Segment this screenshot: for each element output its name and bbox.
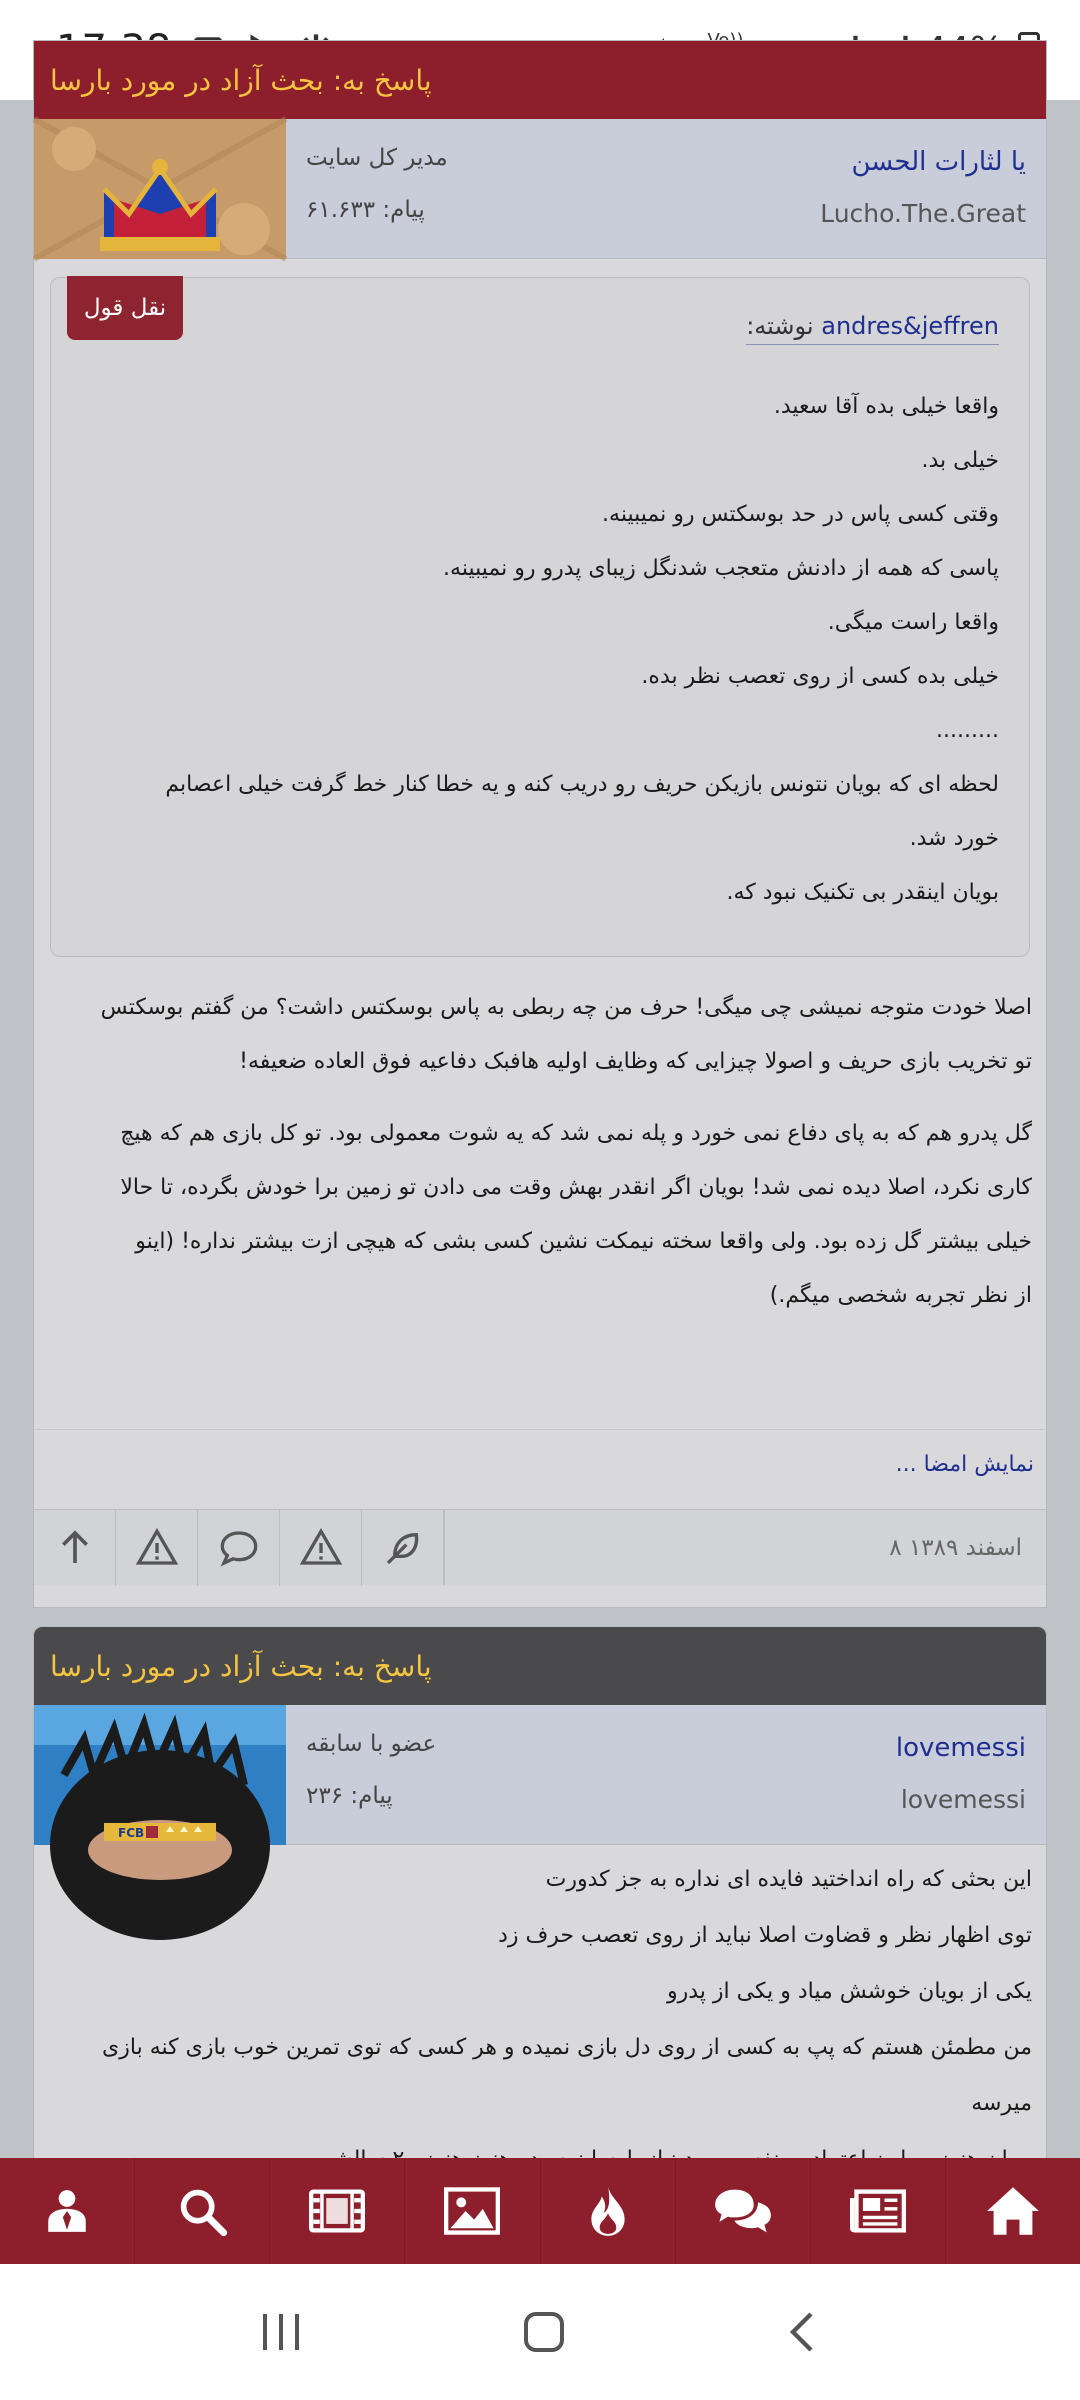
feather-icon — [383, 1528, 423, 1568]
post-date: ۸ اسفند ۱۳۸۹ — [444, 1510, 1046, 1585]
nav-home[interactable] — [946, 2158, 1080, 2264]
scroll-top-button[interactable] — [34, 1510, 116, 1586]
nav-hot[interactable] — [541, 2158, 676, 2264]
post-body-line: این بحثی که راه انداختید فایده ای نداره به جز کدورت — [545, 1867, 1032, 1892]
back-icon[interactable] — [783, 2308, 823, 2356]
quote-line: خیلی بده کسی از روی تعصب نظر بده. — [641, 664, 999, 689]
user-bar — [34, 1705, 1046, 1845]
post-body-line: اصلا خودت متوجه نمیشی چی میگی! حرف من چه ربطی به پاس بوسکتس داشت؟ من گفتم بوسکتس — [100, 995, 1032, 1020]
nav-gallery[interactable] — [405, 2158, 540, 2264]
arrow-up-icon — [55, 1528, 95, 1568]
home-icon — [985, 2185, 1041, 2237]
show-signature-link[interactable]: نمایش امضا ... — [895, 1452, 1034, 1477]
nav-profile[interactable] — [0, 2158, 135, 2264]
bottom-navigation — [0, 2158, 1080, 2264]
home-button-icon[interactable] — [520, 2308, 568, 2356]
profile-icon — [42, 2186, 92, 2236]
quote-line: وقتی کسی پاس در حد بوسکتس رو نمیبینه. — [602, 502, 999, 527]
comment-icon — [219, 1528, 259, 1568]
user-title: lovemessi — [900, 1785, 1026, 1814]
quote-line: پاسی که همه از دادنش متعجب شدنگل زیبای پدرو رو نمیبینه. — [443, 556, 999, 581]
report-button[interactable] — [116, 1510, 198, 1586]
search-icon — [176, 2185, 228, 2237]
quote-line: واقعا راست میگی. — [827, 610, 999, 635]
fire-icon — [583, 2184, 633, 2238]
avatar[interactable] — [34, 1705, 286, 1845]
quote-line: لحظه ای که بویان نتونس بازیکن حریف رو دریب کنه و یه خطا کنار خط گرفت خیلی اعصابم — [165, 772, 999, 797]
reply-button[interactable] — [198, 1510, 280, 1586]
post-body-line: توی اظهار نظر و قضاوت اصلا نباید از روی تعصب حرف زد — [498, 1923, 1032, 1948]
post-body-line: خیلی بیشتر گل زده بود. ولی واقعا سخته نیمکت نشین کسی بشی که هیچی ازت بیشتر نداره! (اینو — [135, 1229, 1032, 1254]
recent-apps-icon[interactable] — [257, 2310, 305, 2354]
user-post-count: پیام: ۶۱.۶۳۳ — [306, 197, 425, 223]
post-body-line: تو تخریب بازی حریف و اصولا چیزایی که وظایف اولیه هافبک دفاعیه فوق العاده ضعیفه! — [239, 1049, 1032, 1074]
avatar[interactable] — [34, 119, 286, 259]
svg-text:FCB: FCB — [118, 1826, 145, 1840]
warn-button[interactable] — [280, 1510, 362, 1586]
video-icon — [309, 2186, 365, 2236]
post-title-bar — [34, 41, 1046, 119]
signature-area — [34, 1429, 1046, 1509]
post-title[interactable]: پاسخ به: بحث آزاد در مورد بارسا — [50, 1649, 432, 1683]
post — [33, 40, 1047, 1608]
post-body-line: گل پدرو هم که به پای دفاع نمی خورد و پله نمی شد که یه شوت معمولی بود. تو کل بازی هم که هیچ — [120, 1121, 1032, 1146]
quote-line: خورد شد. — [909, 826, 999, 851]
nav-forum[interactable] — [676, 2158, 811, 2264]
quote-box — [50, 277, 1030, 957]
quote-author-suffix: نوشته: — [746, 312, 822, 340]
quote-line: ......... — [936, 718, 999, 743]
warning-icon — [137, 1528, 177, 1568]
post-actions — [34, 1509, 1046, 1585]
quote-line: بویان اینقدر بی تکنیک نبود که. — [726, 880, 999, 905]
post-title-bar — [34, 1627, 1046, 1705]
user-title: Lucho.The.Great — [820, 199, 1026, 228]
nav-news[interactable] — [811, 2158, 946, 2264]
user-role: مدیر کل سایت — [306, 145, 448, 171]
post-body-line: یکی از بویان خوشش میاد و یکی از پدرو — [666, 1979, 1032, 2004]
post-title[interactable]: پاسخ به: بحث آزاد در مورد بارسا — [50, 63, 432, 97]
quick-quote-button[interactable] — [362, 1510, 444, 1586]
nav-video[interactable] — [270, 2158, 405, 2264]
quote-author — [746, 312, 999, 345]
nav-search[interactable] — [135, 2158, 270, 2264]
warning-icon — [301, 1528, 341, 1568]
quote-line: واقعا خیلی بده آقا سعید. — [773, 394, 999, 419]
quote-button[interactable]: نقل قول — [67, 276, 183, 340]
newspaper-icon — [850, 2187, 906, 2235]
system-navigation — [0, 2264, 1080, 2400]
thread-content[interactable] — [0, 63, 1080, 2158]
post-body-line: میرسه — [971, 2091, 1032, 2116]
post-body-line: من مطمئن هستم که پپ به کسی از روی دل بازی نمیده و هر کسی که توی تمرین خوب بازی کنه بازی — [102, 2035, 1032, 2060]
gallery-icon — [444, 2186, 500, 2236]
user-bar — [34, 119, 1046, 259]
user-name[interactable]: lovemessi — [895, 1733, 1026, 1763]
user-role: عضو با سابقه — [306, 1731, 437, 1757]
user-name[interactable]: یا لثارات الحسن — [851, 147, 1026, 177]
user-post-count: پیام: ۲۳۶ — [306, 1783, 393, 1809]
post-body-line: از نظر تجربه شخصی میگم.) — [769, 1283, 1032, 1308]
post-body-line: کاری نکرد، اصلا دیده نمی شد! بویان اگر انقدر بهش وقت می دادن تو زمین برا خودش بگرده، تا حالا — [120, 1175, 1032, 1200]
quote-line: خیلی بد. — [921, 448, 999, 473]
quote-author-name[interactable]: andres&jeffren — [821, 312, 999, 340]
chat-icon — [713, 2186, 773, 2236]
